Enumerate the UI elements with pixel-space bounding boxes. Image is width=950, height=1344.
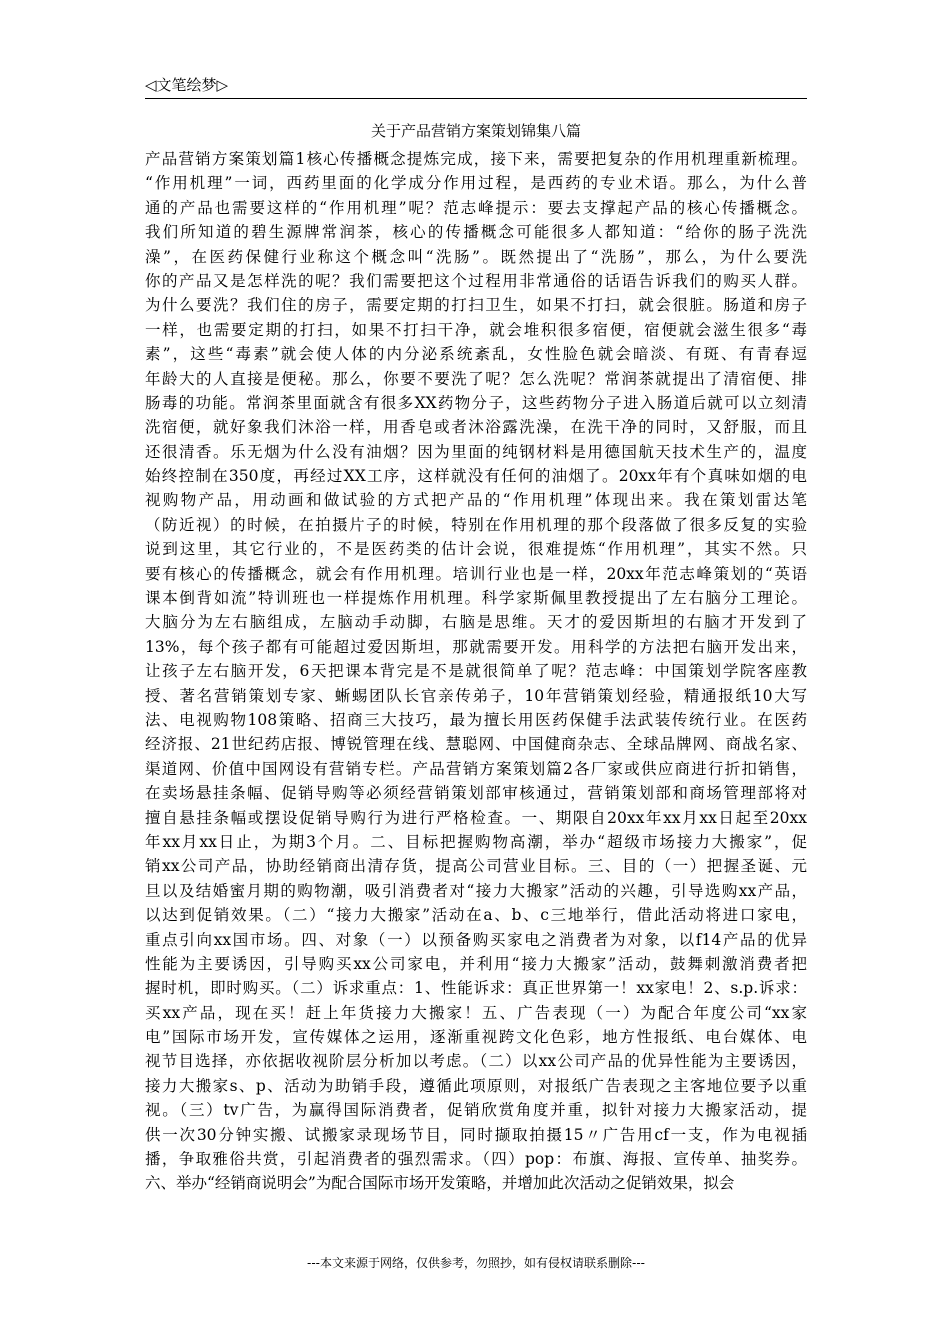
- body-line: 销xx公司产品，协助经销商出清存货，提高公司营业目标。三、目的（一）把握圣诞、元: [145, 857, 807, 876]
- body-line: 素”，这些“毒素”就会使人体的内分泌系统紊乱，女性脸色就会暗淡、有斑、有青春逗: [145, 345, 807, 364]
- body-line: 我们所知道的碧生源牌常润茶，核心的传播概念可能很多人都知道：“给你的肠子洗洗: [145, 223, 807, 242]
- body-line: 还很清香。乐无烟为什么没有油烟？因为里面的纯钢材料是用德国航天技术生产的，温度: [145, 442, 807, 461]
- body-line: 在卖场悬挂条幅、促销导购等必须经营销策划部审核通过，营销策划部和商场管理部将对: [145, 784, 807, 803]
- page-footer: ---本文来源于网络，仅供参考，勿照抄，如有侵权请联系删除---: [307, 1256, 645, 1270]
- body-line: 视。（三）tv广告，为赢得国际消费者，促销欣赏角度并重，拟针对接力大搬家活动，提: [145, 1101, 807, 1120]
- body-line: 课本倒背如流”特训班也一样提炼作用机理。科学家斯佩里教授提出了左右脑分工理论。: [145, 589, 807, 608]
- body-line: 一样，也需要定期的打扫，如果不打扫干净，就会堆积很多宿便，宿便就会滋生很多“毒: [145, 320, 807, 339]
- body-line: 擅自悬挂条幅或摆设促销导购行为进行严格检查。一、期限自20xx年xx月xx日起至20xx: [145, 808, 807, 827]
- body-line: 旦以及结婚蜜月期的购物潮，吸引消费者对“接力大搬家”活动的兴趣，引导选购xx产品，: [145, 881, 807, 900]
- body-line: 年龄大的人直接是便秘。那么，你要不要洗了呢？怎么洗呢？常润茶就提出了清宿便、排: [145, 369, 807, 388]
- body-line: 视购物产品，用动画和做试验的方式把产品的“作用机理”体现出来。我在策划雷达笔: [145, 491, 807, 510]
- body-line: 13%，每个孩子都有可能超过爱因斯坦，那就需要开发。用科学的方法把右脑开发出来，: [145, 637, 807, 656]
- body-line: 你的产品又是怎样洗的呢？我们需要把这个过程用非常通俗的话语告诉我们的购买人群。: [145, 271, 807, 290]
- body-line: 年xx月xx日止，为期3个月。二、目标把握购物高潮，举办“超级市场接力大搬家”，促: [145, 832, 807, 851]
- body-line: 供一次30分钟实搬、试搬家录现场节目，同时撷取拍摄15〃广告用cf一支，作为电视插: [145, 1125, 807, 1144]
- body-line: 始终控制在350度，再经过XX工序，这样就没有任何的油烟了。20xx年有个真味如烟的电: [145, 467, 807, 486]
- body-line: 重点引向xx国市场。四、对象（一）以预备购买家电之消费者为对象，以f14产品的优异: [145, 930, 807, 949]
- body-line: 买xx产品，现在买！赶上年货接力大搬家！五、广告表现（一）为配合年度公司“xx家: [145, 1003, 807, 1022]
- body-line: 说到这里，其它行业的，不是医药类的估计会说，很难提炼“作用机理”，其实不然。只: [145, 540, 807, 559]
- body-line: 电”国际市场开发，宣传媒体之运用，逐渐重视跨文化色彩，地方性报纸、电台媒体、电: [145, 1028, 807, 1047]
- body-line: （防近视）的时候，在拍摄片子的时候，特别在作用机理的那个段落做了很多反复的实验: [145, 515, 807, 534]
- body-line: 经济报、21世纪药店报、博锐管理在线、慧聪网、中国健商杂志、全球品牌网、商战名家、: [145, 735, 807, 754]
- body-line: 握时机，即时购买。（二）诉求重点：1、性能诉求：真正世界第一！xx家电！2、s.p.诉求：: [145, 979, 807, 998]
- body-line: 产品营销方案策划篇1核心传播概念提炼完成，接下来，需要把复杂的作用机理重新梳理。: [145, 150, 807, 168]
- body-line: 播，争取雅俗共赏，引起消费者的强烈需求。（四）pop：布旗、海报、宣传单、抽奖券。: [145, 1150, 807, 1169]
- body-line: 肠毒的功能。常润茶里面就含有很多XX药物分子，这些药物分子进入肠道后就可以立刻清: [145, 393, 807, 412]
- body-line: 让孩子左右脑开发，6天把课本背完是不是就很简单了呢？范志峰：中国策划学院客座教: [145, 662, 807, 681]
- body-line: 澡”，在医药保健行业称这个概念叫“洗肠”。既然提出了“洗肠”，那么，为什么要洗: [145, 247, 807, 266]
- body-line: 六、举办“经销商说明会”为配合国际市场开发策略，并增加此次活动之促销效果，拟会: [145, 1174, 735, 1193]
- document-body: [145, 147, 807, 1196]
- header-brand: ◁文笔绘梦▷: [145, 76, 229, 94]
- body-line: 要有核心的传播概念，就会有作用机理。培训行业也是一样，20xx年范志峰策划的“英语: [145, 564, 807, 583]
- body-line: 授、著名营销策划专家、蜥蜴团队长官亲传弟子，10年营销策划经验，精通报纸10大写: [145, 686, 807, 705]
- page-header: [145, 74, 807, 99]
- body-line: 通的产品也需要这样的“作用机理”呢？范志峰提示：要去支撑起产品的核心传播概念。: [145, 198, 807, 217]
- body-line: 大脑分为左右脑组成，左脑动手动脚，右脑是思维。天才的爱因斯坦的右脑才开发到了: [145, 613, 807, 632]
- body-line: 为什么要洗？我们住的房子，需要定期的打扫卫生，如果不打扫，就会很脏。肠道和房子: [145, 296, 807, 315]
- body-line: 渠道网、价值中国网设有营销专栏。产品营销方案策划篇2各厂家或供应商进行折扣销售，: [145, 759, 807, 778]
- body-line: 视节目选择，亦依据收视阶层分析加以考虑。（二）以xx公司产品的优异性能为主要诱因，: [145, 1052, 807, 1071]
- body-line: 法、电视购物108策略、招商三大技巧，最为擅长用医药保健手法武装传统行业。在医药: [145, 710, 807, 729]
- document-title: 关于产品营销方案策划锦集八篇: [370, 122, 581, 140]
- body-line: 接力大搬家s、p、活动为助销手段，遵循此项原则，对报纸广告表现之主客地位要予以重: [145, 1076, 807, 1095]
- body-line: 洗宿便，就好象我们沐浴一样，用香皂或者沐浴露洗澡，在洗干净的同时，又舒服，而且: [145, 418, 807, 437]
- body-line: 性能为主要诱因，引导购买xx公司家电，并利用“接力大搬家”活动，鼓舞刺激消费者把: [145, 954, 807, 973]
- body-line: “作用机理”一词，西药里面的化学成分作用过程，是西药的专业术语。那么，为什么普: [145, 174, 807, 193]
- body-line: 以达到促销效果。（二）“接力大搬家”活动在a、b、c三地举行，借此活动将进口家电，: [145, 906, 807, 925]
